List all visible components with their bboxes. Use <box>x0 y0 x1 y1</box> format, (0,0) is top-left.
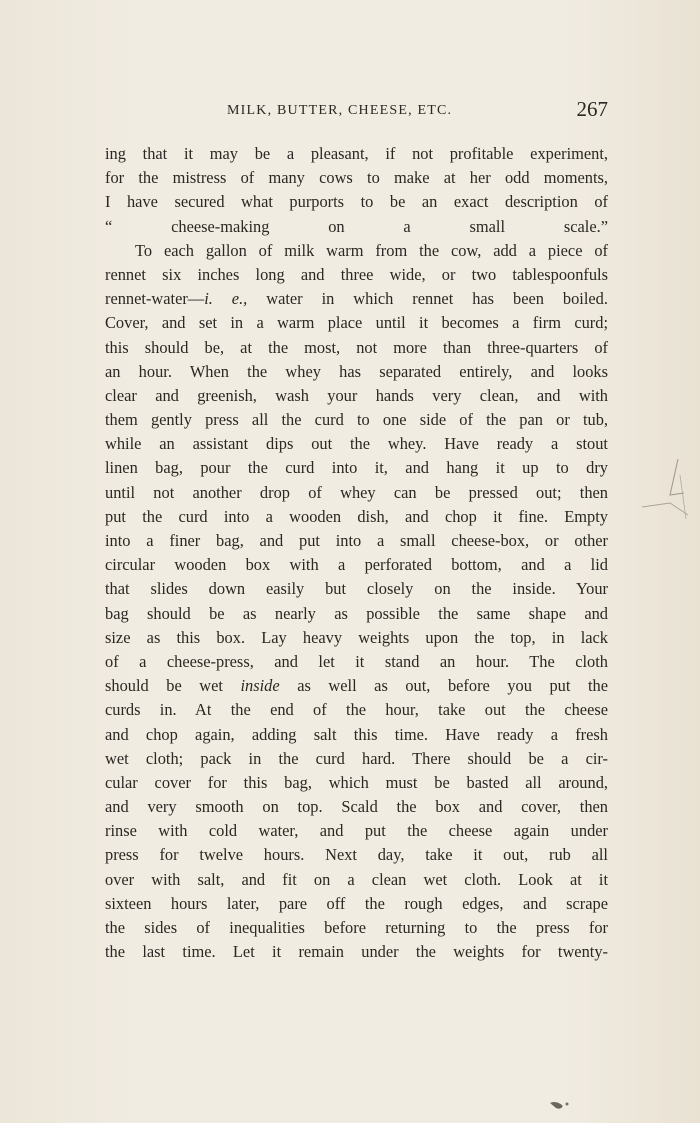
text-segment: for the mistress of many cows to make at her odd moments, <box>105 168 608 188</box>
text-line <box>105 505 608 529</box>
text-segment: and chop again, adding salt this time. Have ready a fresh <box>105 724 608 744</box>
text-line <box>105 142 608 166</box>
text-segment: into a finer bag, and put into a small cheese-box, or other <box>105 531 608 550</box>
text-segment: while an assistant dips out the whey. Have ready a stout <box>105 434 608 454</box>
text-line <box>105 336 608 360</box>
text-line <box>105 384 608 408</box>
text-segment: To each gallon of milk warm from the cow, add a piece of <box>135 240 608 260</box>
text-segment: until not another drop of whey can be pressed out; then <box>105 482 608 502</box>
text-segment: as well as out, before you put the <box>279 676 608 696</box>
text-segment: the last time. Let it remain under the weights for twenty- <box>105 942 608 962</box>
text-segment: I have secured what purports to be an exact description of <box>105 192 608 212</box>
text-segment: an hour. When the whey has separated entirely, and looks <box>105 361 608 381</box>
text-line <box>105 940 608 964</box>
pencil-mark-icon <box>640 455 690 525</box>
text-line <box>105 771 608 795</box>
text-segment: that slides down easily but closely on the inside. Your <box>105 579 608 599</box>
text-line <box>105 166 608 190</box>
text-segment: clear and greenish, wash your hands very clean, and with <box>105 385 608 405</box>
text-line <box>105 868 608 892</box>
italic-segment: i. e., <box>204 289 248 309</box>
text-line <box>105 311 608 335</box>
text-segment: should be wet <box>105 676 241 696</box>
text-line <box>105 698 608 722</box>
text-line <box>105 916 608 940</box>
text-segment: rennet-water— <box>105 289 205 309</box>
ink-speck-icon <box>548 1098 570 1110</box>
text-segment: bag should be as nearly as possible the same shape and <box>105 603 608 623</box>
text-line <box>105 190 608 214</box>
text-line <box>105 650 608 674</box>
text-line <box>105 747 608 771</box>
text-line <box>105 577 608 601</box>
text-segment: water in which rennet has been boiled. <box>247 289 608 309</box>
text-line <box>105 892 608 916</box>
text-segment: the sides of inequalities before returning to the press for <box>105 918 608 937</box>
text-segment: wet cloth; pack in the curd hard. There should be a cir- <box>105 748 608 768</box>
body-text <box>105 142 608 964</box>
running-head: MILK, BUTTER, CHEESE, ETC. <box>227 103 453 118</box>
text-segment: circular wooden box with a perforated bottom, and a lid <box>105 555 608 575</box>
text-segment: put the curd into a wooden dish, and chop it fine. Empty <box>105 506 608 526</box>
text-line <box>105 287 608 311</box>
text-segment: linen bag, pour the curd into it, and hang it up to dry <box>105 458 608 478</box>
text-line <box>105 215 608 239</box>
text-line <box>105 239 608 263</box>
text-segment: and very smooth on top. Scald the box and cover, then <box>105 797 608 817</box>
italic-segment: inside <box>240 676 280 696</box>
text-line <box>105 843 608 867</box>
text-line <box>105 674 608 698</box>
text-line <box>105 529 608 553</box>
page-header <box>105 95 608 125</box>
text-segment: press for twelve hours. Next day, take it out, rub all <box>105 845 608 865</box>
text-segment: rennet six inches long and three wide, or two tablespoonfuls <box>105 264 608 284</box>
text-segment: “ cheese-making on a small scale.” <box>105 216 608 236</box>
text-line <box>105 263 608 287</box>
text-line <box>105 553 608 577</box>
text-line <box>105 602 608 626</box>
text-line <box>105 481 608 505</box>
text-line <box>105 795 608 819</box>
text-segment: rinse with cold water, and put the cheese again under <box>105 821 608 841</box>
text-line <box>105 456 608 480</box>
text-line <box>105 819 608 843</box>
text-line <box>105 723 608 747</box>
text-line <box>105 408 608 432</box>
text-segment: size as this box. Lay heavy weights upon the top, in lack <box>105 627 608 647</box>
text-segment: this should be, at the most, not more than three-quarters of <box>105 337 608 357</box>
text-line <box>105 432 608 456</box>
text-segment: sixteen hours later, pare off the rough edges, and scrape <box>105 893 608 913</box>
text-segment: curds in. At the end of the hour, take out the cheese <box>105 700 608 720</box>
text-line <box>105 626 608 650</box>
text-line <box>105 360 608 384</box>
text-segment: ing that it may be a pleasant, if not profitable experiment, <box>105 144 608 163</box>
text-segment: Cover, and set in a warm place until it becomes a firm curd; <box>105 313 608 333</box>
page-number: 267 <box>576 97 608 121</box>
text-segment: over with salt, and fit on a clean wet cloth. Look at it <box>105 869 608 889</box>
text-segment: cular cover for this bag, which must be basted all around, <box>105 772 608 792</box>
text-segment: of a cheese-press, and let it stand an hour. The cloth <box>105 651 608 671</box>
text-segment: them gently press all the curd to one side of the pan or tub, <box>105 410 608 430</box>
